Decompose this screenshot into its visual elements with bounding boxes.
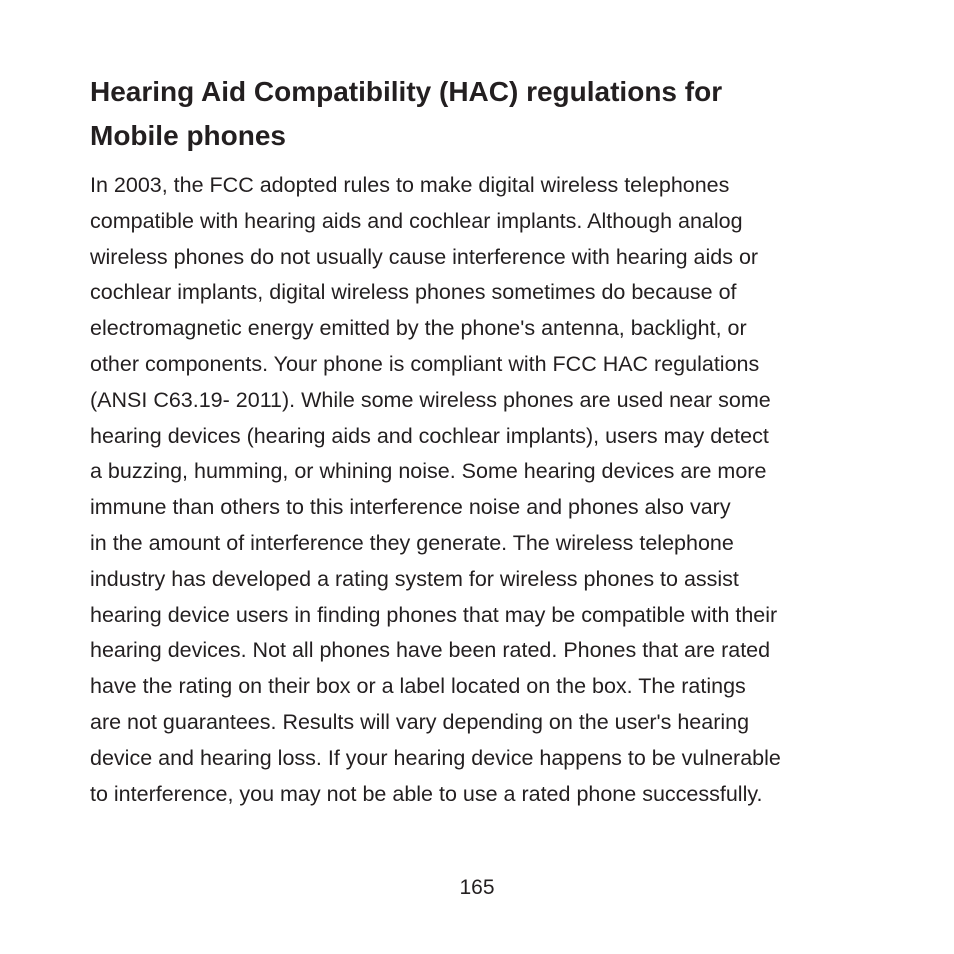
body-line: in the amount of interference they generate. The wireless telephone bbox=[90, 530, 734, 555]
body-line: electromagnetic energy emitted by the phone's antenna, backlight, or bbox=[90, 316, 747, 341]
heading-line: Mobile phones bbox=[90, 120, 286, 151]
body-line: hearing device users in finding phones that may be compatible with their bbox=[90, 602, 778, 627]
body-line: In 2003, the FCC adopted rules to make digital wireless telephones bbox=[90, 173, 730, 197]
body-line: (ANSI C63.19- 2011). While some wireless phones are used near some bbox=[90, 387, 771, 412]
body-line: to interference, you may not be able to use a rated phone successfully. bbox=[90, 781, 763, 806]
body-line: other components. Your phone is compliant with FCC HAC regulations bbox=[90, 351, 760, 376]
body-line: cochlear implants, digital wireless phones sometimes do because of bbox=[90, 280, 737, 305]
heading-line: Hearing Aid Compatibility (HAC) regulations for bbox=[90, 76, 723, 107]
body-line: compatible with hearing aids and cochlear implants. Although analog bbox=[90, 208, 743, 233]
page-number: 165 bbox=[459, 876, 495, 899]
body-line: are not guarantees. Results will vary depending on the user's hearing bbox=[90, 709, 750, 734]
body-line: hearing devices (hearing aids and cochlear implants), users may detect bbox=[90, 423, 769, 448]
body-line: immune than others to this interference noise and phones also vary bbox=[90, 495, 731, 520]
section-heading bbox=[90, 70, 890, 158]
body-line: industry has developed a rating system for wireless phones to assist bbox=[90, 566, 739, 591]
body-line: a buzzing, humming, or whining noise. Some hearing devices are more bbox=[90, 459, 767, 484]
body-line: device and hearing loss. If your hearing device happens to be vulnerable bbox=[90, 745, 781, 770]
body-line: hearing devices. Not all phones have been rated. Phones that are rated bbox=[90, 638, 771, 663]
body-paragraph bbox=[90, 168, 890, 812]
body-line: wireless phones do not usually cause interference with hearing aids or bbox=[90, 244, 759, 269]
body-line: have the rating on their box or a label located on the box. The ratings bbox=[90, 674, 746, 699]
